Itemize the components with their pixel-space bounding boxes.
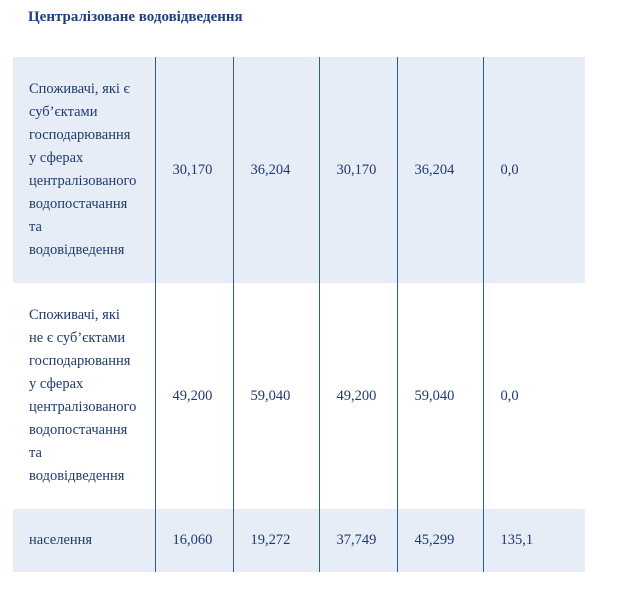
label-line: господарювання	[29, 127, 131, 143]
value-cell: 37,749	[319, 509, 397, 572]
label-line: у сферах	[29, 150, 84, 166]
table-row	[13, 509, 585, 572]
label-line: суб’єктами	[29, 104, 98, 120]
value-cell: 49,200	[319, 283, 397, 509]
value-cell: 0,0	[483, 283, 585, 509]
label-line: та	[29, 219, 42, 235]
label-line: Споживачі, які є	[29, 81, 130, 97]
label-line: не є суб’єктами	[29, 330, 126, 346]
label-line: водовідведення	[29, 468, 125, 484]
label-line: Споживачі, які	[29, 307, 120, 323]
label-line: водопостачання	[29, 196, 128, 212]
table-row	[13, 283, 585, 509]
label-line: господарювання	[29, 353, 131, 369]
row-label-cell	[13, 57, 155, 283]
label-line: та	[29, 445, 42, 461]
value-cell: 59,040	[397, 283, 483, 509]
value-cell: 135,1	[483, 509, 585, 572]
label-line: населення	[29, 532, 93, 548]
value-cell: 59,040	[233, 283, 319, 509]
value-cell: 19,272	[233, 509, 319, 572]
label-line: у сферах	[29, 376, 84, 392]
value-cell: 36,204	[233, 57, 319, 283]
label-line: централізованого	[29, 173, 137, 189]
value-cell: 16,060	[155, 509, 233, 572]
value-cell: 30,170	[155, 57, 233, 283]
tariff-table	[13, 57, 585, 572]
label-line: водопостачання	[29, 422, 128, 438]
value-cell: 0,0	[483, 57, 585, 283]
value-cell: 49,200	[155, 283, 233, 509]
value-cell: 36,204	[397, 57, 483, 283]
table-row	[13, 57, 585, 283]
value-cell: 45,299	[397, 509, 483, 572]
value-cell: 30,170	[319, 57, 397, 283]
row-label-cell	[13, 509, 155, 572]
row-label-cell	[13, 283, 155, 509]
label-line: водовідведення	[29, 242, 125, 258]
section-heading: Централізоване водовідведення	[28, 9, 243, 25]
label-line: централізованого	[29, 399, 137, 415]
